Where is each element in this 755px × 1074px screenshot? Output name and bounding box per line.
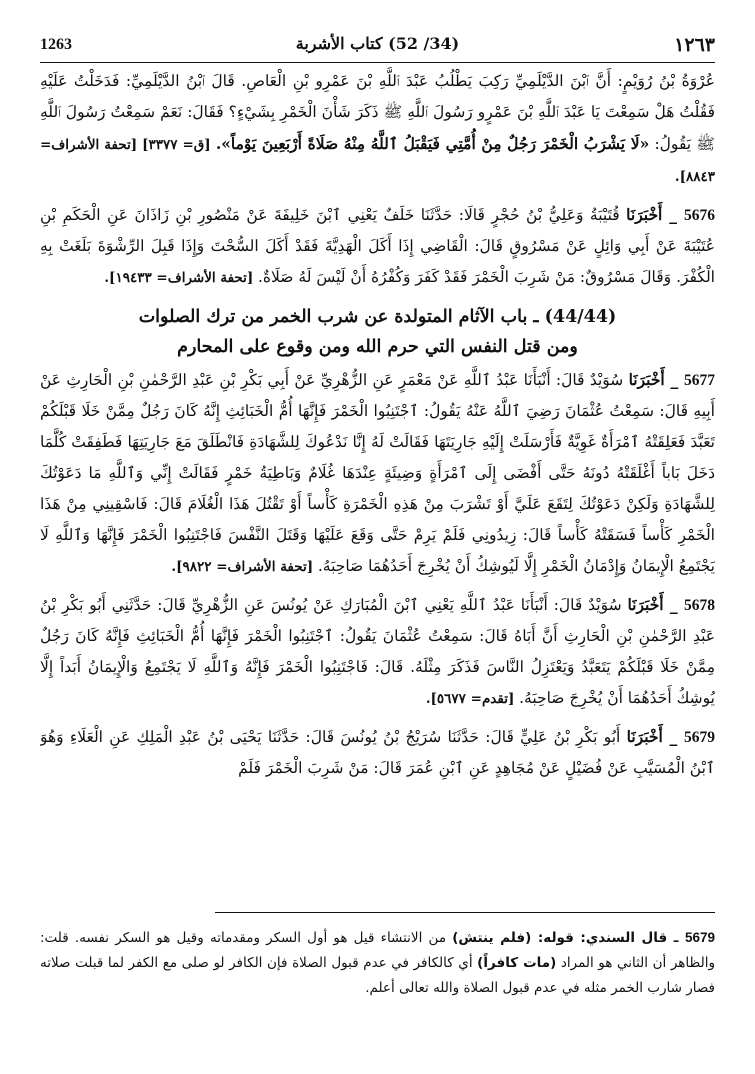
page-number-latin: 1263 — [40, 36, 72, 53]
hadith-reference: [تقدم= ٥٦٧٧]. — [425, 691, 520, 707]
narration-opening: أَخْبَرَنَا — [627, 595, 664, 614]
footnote-lead: ـ قال السندي: قوله: — [531, 930, 685, 946]
hadith-number: 5679 — [684, 729, 715, 746]
footnote-quoted-phrase-1: (فلم ينتش) — [452, 930, 532, 946]
hadith-number: 5677 — [684, 372, 715, 389]
hadith-text: سُوَيْدٌ قَالَ: أَنْبَأَنَا عَبْدُ ٱللَّهِ يَعْنِي ٱبْنَ الْمُبَارَكِ عَنْ يُونُسَ عَنِ الزُّهْرِيِّ قَالَ: حَدَّثَنِي أَبُو بَكْرِ بْنُ عَبْدِ الرَّحْمٰنِ بْنِ الْحَارِثِ أَنَّ أَبَاهُ قَالَ: سَمِعْتُ عُثْمَانَ يَقُولُ: ٱجْتَنِبُوا الْخَمْرَ فَإِنَّهَا أُمُّ الْخَبَائِثِ فَإِنَّهُ كَانَ رَجُلٌ مِمَّنْ خَلَا قَبْلَكُمْ يَتَعَبَّدُ وَيَعْتَزِلُ النَّاسَ فَذَكَرَ مِثْلَهُ. قَالَ: فَاجْتَنِبُوا الْخَمْرَ فَإِنَّهُ وَٱللَّهِ لَا يَجْتَمِعُ وَالْإِيمَانُ أَبَداً إِلَّا يُوشِكُ أَحَدُهُمَا أَنْ يُخْرِجَ صَاحِبَهُ. — [40, 596, 715, 707]
chapter-title-line-2: ومن قتل النفس التي حرم الله ومن وقوع على المحارم — [177, 337, 578, 357]
page-number-arabic: ١٢٦٣ — [674, 34, 715, 56]
hadith-separator: _ — [664, 370, 685, 389]
footnote-number: 5679 — [684, 930, 715, 945]
hadith-5678 — [40, 589, 715, 715]
footnote-text-2: أي كالكافر في عدم قبول الصلاة فإن الكافر لو صلى مع الكفر لما قبلت صلاته فصار شارب الخمر مثله في عدم قبول الصلاة والله تعالى أعلم. — [40, 955, 715, 996]
footnote-text-1: من الانتشاء قيل هو أول السكر ومقدماته وقيل هو السكر نفسه. قلت: والظاهر أن الثاني هو المراد — [40, 930, 715, 971]
hadith-number: 5676 — [684, 207, 715, 224]
hadith-continuation — [40, 66, 715, 193]
hadith-text: أَبُو بَكْرِ بْنُ عَلِيٍّ قَالَ: حَدَّثَنَا سُرَيْجُ بْنُ يُونُسَ قَالَ: حَدَّثَنَا يَحْيَى بْنُ عَبْدِ الْمَلِكِ عَنِ الْعَلَاءِ وَهُوَ ٱبْنُ الْمُسَيَّبِ عَنْ فُضَيْلٍ عَنْ مُجَاهِدٍ عَنِ ٱبْنِ عُمَرَ قَالَ: مَنْ شَرِبَ الْخَمْرَ فَلَمْ — [40, 728, 715, 777]
prophetic-quote: «لَا يَشْرَبُ الْخَمْرَ رَجُلٌ مِنْ أُمَّتِي فَيَقْبَلُ ٱللَّهُ مِنْهُ صَلَاةً أَرْبَعِينَ يَوْماً». — [215, 134, 650, 153]
narration-opening: أَخْبَرَنَا — [626, 727, 663, 746]
header-divider — [40, 62, 715, 63]
footnote-divider — [215, 912, 715, 913]
footnote-quoted-phrase-2: (مات كافراً) — [477, 955, 557, 971]
narration-opening: أَخْبَرَنَا — [628, 370, 665, 389]
hadith-reference: [ق= ٣٣٧٧] [تحفة الأشراف= ٨٨٤٣]. — [40, 137, 715, 185]
running-title: (34/ 52) كتاب الأشربة — [295, 34, 460, 53]
hadith-reference: [تحفة الأشراف= ٩٨٢٢]. — [171, 559, 318, 575]
hadith-text: قُتَيْبَةُ وَعَلِيُّ بْنُ حُجْرٍ قَالَا: حَدَّثَنَا خَلَفٌ يَعْنِي ٱبْنَ خَلِيفَةَ عَنْ مَنْصُورِ بْنِ زَاذَانَ عَنِ الْحَكَمِ بْنِ عُتَيْبَةَ عَنْ أَبِي وَائِلٍ عَنْ مَسْرُوقٍ قَالَ: الْقَاضِي إِذَا أَكَلَ الْهَدِيَّةَ فَقَدْ أَكَلَ السُّحْتَ وَإِذَا قَبِلَ الرِّشْوَةَ بَلَغَتْ بِهِ الْكُفْرَ. وَقَالَ مَسْرُوقٌ: مَنْ شَرِبَ الْخَمْرَ فَقَدْ كَفَرَ وَكُفْرُهُ أَنْ لَيْسَ لَهُ صَلَاةٌ. — [40, 206, 715, 286]
page-header — [40, 34, 715, 60]
footnote-5679 — [40, 925, 715, 1001]
main-text — [40, 66, 715, 906]
hadith-5677 — [40, 364, 715, 583]
hadith-5676 — [40, 199, 715, 294]
hadith-text: سُوَيْدٌ قَالَ: أَنْبَأَنَا عَبْدُ ٱللَّهِ عَنْ مَعْمَرٍ عَنِ الزُّهْرِيِّ عَنْ أَبِي بَكْرِ بْنِ عَبْدِ الرَّحْمٰنِ بْنِ الْحَارِثِ عَنْ أَبِيهِ قَالَ: سَمِعْتُ عُثْمَانَ رَضِيَ ٱللَّهُ عَنْهُ يَقُولُ: ٱجْتَنِبُوا الْخَمْرَ فَإِنَّهَا أُمُّ الْخَبَائِثِ إِنَّهُ كَانَ رَجُلٌ مِمَّنْ خَلَا قَبْلَكُمْ تَعَبَّدَ فَعَلِقَتْهُ ٱمْرَأَةٌ غَوِيَّةٌ فَأَرْسَلَتْ إِلَيْهِ جَارِيَتَهَا فَقَالَتْ لَهُ إِنَّا نَدْعُوكَ لِلشَّهَادَةِ فَانْطَلَقَ مَعَ جَارِيَتِهَا فَطَفِقَتْ كُلَّمَا دَخَلَ بَاباً أَغْلَقَتْهُ دُونَهُ حَتَّى أَفْضَى إِلَى ٱمْرَأَةٍ وَضِيئَةٍ عِنْدَهَا غُلَامٌ وَبَاطِيَةُ خَمْرٍ فَقَالَتْ إِنِّي وَٱللَّهِ مَا دَعَوْتُكَ لِلشَّهَادَةِ وَلَكِنْ دَعَوْتُكَ لِتَقَعَ عَلَيَّ أَوْ تَشْرَبَ مِنْ هَذِهِ الْخَمْرَةِ كَأْساً أَوْ تَقْتُلَ هَذَا الْغُلَامَ قَالَ: فَاسْقِينِي مِنْ هَذَا الْخَمْرِ كَأْساً فَسَقَتْهُ كَأْساً قَالَ: زِيدُونِي فَلَمْ يَرِمْ حَتَّى وَقَعَ عَلَيْهَا وَقَتَلَ النَّفْسَ فَاجْتَنِبُوا الْخَمْرَ فَإِنَّهَا وَٱللَّهِ لَا يَجْتَمِعُ الْإِيمَانُ وَإِدْمَانُ الْخَمْرِ إِلَّا لَيُوشِكُ أَنْ يُخْرِجَ أَحَدُهُمَا صَاحِبَهُ. — [40, 371, 715, 575]
hadith-separator: _ — [662, 727, 684, 746]
hadith-separator: _ — [662, 205, 684, 224]
chapter-title-line-1: (44/44) ـ باب الآثام المتولدة عن شرب الخمر من ترك الصلوات — [138, 307, 617, 327]
hadith-separator: _ — [663, 595, 684, 614]
chapter-heading — [40, 302, 715, 362]
hadith-number: 5678 — [684, 597, 715, 614]
hadith-reference: [تحفة الأشراف= ١٩٤٣٣]. — [104, 270, 258, 286]
hadith-text: عُرْوَةُ بْنُ رُوَيْمٍ: أَنَّ ٱبْنَ الدَّيْلَمِيِّ رَكِبَ يَطْلُبُ عَبْدَ ٱللَّهِ بْنَ عَمْرِو بْنِ الْعَاصِ. قَالَ ٱبْنُ الدَّيْلَمِيِّ: فَدَخَلْتُ عَلَيْهِ فَقُلْتُ هَلْ سَمِعْتَ يَا عَبْدَ ٱللَّهِ بْنَ عَمْرٍو رَسُولَ ٱللَّهِ ﷺ ذَكَرَ شَأْنَ الْخَمْرِ بِشَيْءٍ؟ فَقَالَ: نَعَمْ سَمِعْتُ رَسُولَ ٱللَّهِ ﷺ يَقُولُ: — [40, 72, 715, 153]
hadith-5679 — [40, 721, 715, 784]
narration-opening: أَخْبَرَنَا — [626, 205, 663, 224]
